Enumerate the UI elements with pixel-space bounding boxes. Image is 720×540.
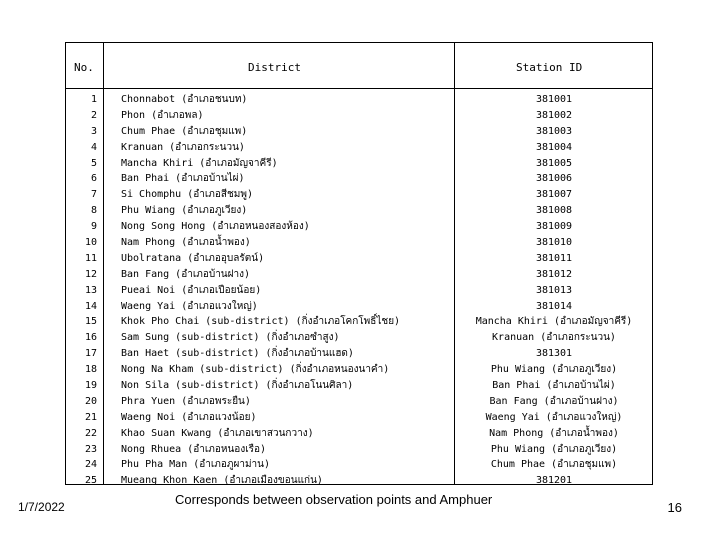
stations-table <box>65 42 653 485</box>
table-row <box>66 219 652 235</box>
station-id-cell: Waeng Yai (อำเภอแวงใหญ่) <box>485 411 623 423</box>
row-number: 8 <box>90 205 97 217</box>
table-row <box>66 314 652 330</box>
row-number: 1 <box>90 94 97 105</box>
header-district: District <box>248 61 301 74</box>
station-id-cell: 381301 <box>535 348 573 360</box>
station-id-cell: 381012 <box>535 268 573 280</box>
row-number: 20 <box>84 395 97 407</box>
district-cell: Khao Suan Kwang (อำเภอเขาสวนกวาง) <box>121 427 314 439</box>
header-divider <box>66 88 652 89</box>
district-cell: Nong Na Kham (sub-district) (กิ่งอำเภอหนองนาคำ) <box>121 364 390 376</box>
district-cell: Sam Sung (sub-district) (กิ่งอำเภอซำสูง) <box>121 332 340 344</box>
station-id-cell: 381004 <box>535 141 573 153</box>
table-row <box>66 473 652 489</box>
table-row <box>66 124 652 140</box>
row-number: 11 <box>84 252 97 264</box>
district-cell: Kranuan (อำเภอกระนวน) <box>121 141 245 153</box>
district-cell: Waeng Noi (อำเภอแวงน้อย) <box>121 411 257 423</box>
station-id-cell: 381008 <box>535 205 573 217</box>
table-row <box>66 203 652 219</box>
station-id-cell: Phu Wiang (อำเภอภูเวียง) <box>490 364 618 376</box>
station-id-cell: 381011 <box>535 252 573 264</box>
station-id-cell: 381010 <box>535 237 573 249</box>
table-row <box>66 378 652 394</box>
table-row <box>66 140 652 156</box>
station-id-cell: Ban Fang (อำเภอบ้านฝาง) <box>489 395 619 407</box>
row-number: 15 <box>84 316 97 328</box>
table-row <box>66 457 652 473</box>
station-id-cell: 381013 <box>535 284 573 296</box>
row-number: 24 <box>84 459 97 471</box>
district-cell: Ban Haet (sub-district) (กิ่งอำเภอบ้านแฮด) <box>121 348 354 360</box>
station-id-cell: 381001 <box>535 94 573 105</box>
row-number: 17 <box>84 348 97 360</box>
station-id-cell: Ban Phai (อำเภอบ้านไผ่) <box>492 380 616 392</box>
row-number: 10 <box>84 237 97 249</box>
slide-caption: Corresponds between observation points and Amphuer <box>175 492 493 507</box>
table-row <box>66 156 652 172</box>
row-number: 5 <box>90 157 97 169</box>
district-cell: Chonnabot (อำเภอชนบท) <box>121 94 248 105</box>
district-cell: Phon (อำเภอพล) <box>121 109 204 121</box>
row-number: 9 <box>90 221 97 233</box>
row-number: 23 <box>84 443 97 455</box>
table-row <box>66 330 652 346</box>
table-row <box>66 346 652 362</box>
table-row <box>66 410 652 426</box>
table-row <box>66 187 652 203</box>
row-number: 4 <box>90 141 97 153</box>
table-row <box>66 283 652 299</box>
header-no: No. <box>74 61 94 74</box>
station-id-cell: 381201 <box>535 475 573 487</box>
station-id-cell: 381009 <box>535 221 573 233</box>
district-cell: Nong Song Hong (อำเภอหนองสองห้อง) <box>121 221 310 233</box>
district-cell: Waeng Yai (อำเภอแวงใหญ่) <box>121 300 258 312</box>
row-number: 13 <box>84 284 97 296</box>
district-cell: Ban Fang (อำเภอบ้านฝาง) <box>121 268 251 280</box>
station-id-cell: 381002 <box>535 109 573 121</box>
table-row <box>66 251 652 267</box>
station-id-cell: Chum Phae (อำเภอชุมแพ) <box>490 459 618 471</box>
station-id-cell: 381005 <box>535 157 573 169</box>
table-row <box>66 442 652 458</box>
district-cell: Khok Pho Chai (sub-district) (กิ่งอำเภอโคกโพธิ์ไชย) <box>121 316 401 328</box>
table-row <box>66 426 652 442</box>
district-cell: Non Sila (sub-district) (กิ่งอำเภอโนนศิลา) <box>121 380 354 392</box>
station-id-cell: 381003 <box>535 125 573 137</box>
row-number: 3 <box>90 125 97 137</box>
district-cell: Chum Phae (อำเภอชุมแพ) <box>121 125 248 137</box>
table-row <box>66 235 652 251</box>
footer-date: 1/7/2022 <box>18 500 65 514</box>
row-number: 19 <box>84 380 97 392</box>
table-row <box>66 171 652 187</box>
station-id-cell: Mancha Khiri (อำเภอมัญจาคีรี) <box>475 316 633 328</box>
district-cell: Ubolratana (อำเภออุบลรัตน์) <box>121 252 265 264</box>
row-number: 2 <box>90 109 97 121</box>
row-number: 22 <box>84 427 97 439</box>
station-id-cell: Kranuan (อำเภอกระนวน) <box>492 332 616 344</box>
station-id-cell: Phu Wiang (อำเภอภูเวียง) <box>490 443 618 455</box>
table-row <box>66 267 652 283</box>
district-cell: Phra Yuen (อำเภอพระยืน) <box>121 395 251 407</box>
row-number: 6 <box>90 173 97 185</box>
station-id-cell: 381006 <box>535 173 573 185</box>
district-cell: Nam Phong (อำเภอน้ำพอง) <box>121 237 251 249</box>
row-number: 21 <box>84 411 97 423</box>
table-row <box>66 362 652 378</box>
district-cell: Nong Rhuea (อำเภอหนองเรือ) <box>121 443 267 455</box>
station-id-cell: 381007 <box>535 189 573 201</box>
header-station-id: Station ID <box>516 61 583 74</box>
page-number: 16 <box>667 500 682 515</box>
district-cell: Phu Wiang (อำเภอภูเวียง) <box>121 205 248 217</box>
station-id-cell: Nam Phong (อำเภอน้ำพอง) <box>489 427 619 439</box>
row-number: 16 <box>84 332 97 344</box>
row-number: 14 <box>84 300 97 312</box>
district-cell: Phu Pha Man (อำเภอภูผาม่าน) <box>121 459 271 471</box>
table-row <box>66 394 652 410</box>
district-cell: Mancha Khiri (อำเภอมัญจาคีรี) <box>121 157 278 169</box>
row-number: 12 <box>84 268 97 280</box>
table-row <box>66 92 652 108</box>
district-cell: Mueang Khon Kaen (อำเภอเมืองขอนแก่น) <box>121 475 323 487</box>
district-cell: Pueai Noi (อำเภอเปือยน้อย) <box>121 284 262 296</box>
table-row <box>66 108 652 124</box>
row-number: 7 <box>90 189 97 201</box>
district-cell: Ban Phai (อำเภอบ้านไผ่) <box>121 173 245 185</box>
table-row <box>66 299 652 315</box>
station-id-cell: 381014 <box>535 300 573 312</box>
district-cell: Si Chomphu (อำเภอสีชมพู) <box>121 189 253 201</box>
row-number: 18 <box>84 364 97 376</box>
row-number: 25 <box>84 475 97 487</box>
table-body <box>66 92 652 489</box>
